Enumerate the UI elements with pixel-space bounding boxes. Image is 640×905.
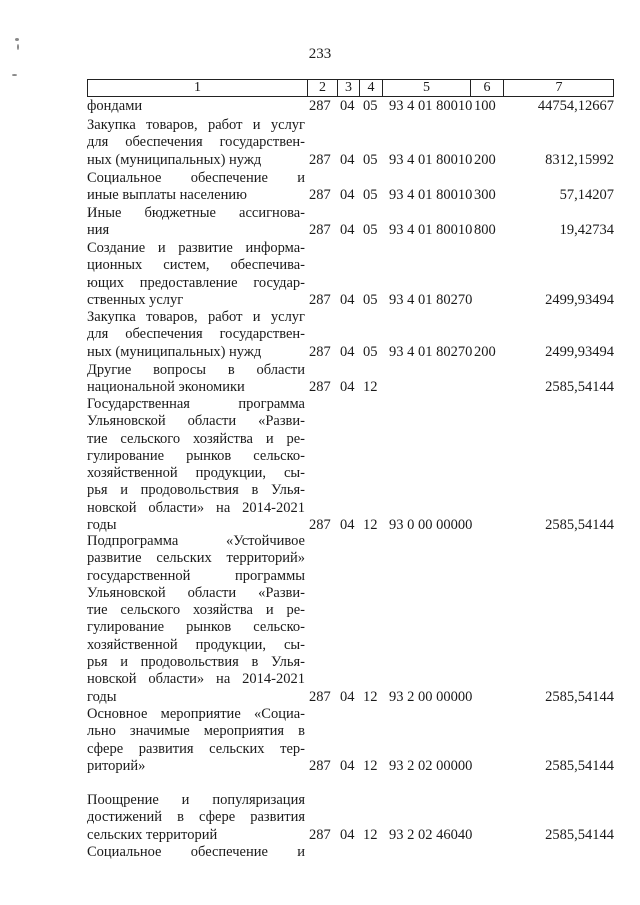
table-row [87, 240, 627, 309]
cell-col-4: 05 [363, 98, 378, 114]
description-line: ных (муниципальных) нужд [87, 343, 262, 360]
cell-col-4: 05 [363, 291, 378, 308]
description-line: Другие вопросы в области [87, 362, 305, 378]
description-line: годы [87, 688, 117, 705]
cell-col-7: 44754,12667 [537, 98, 614, 114]
row-description [87, 205, 305, 240]
cell-col-7: 19,42734 [559, 222, 614, 239]
description-line: гулирование рынков сельско- [87, 619, 305, 636]
description-line: риторий» [87, 757, 146, 774]
cell-col-4: 05 [363, 151, 378, 168]
table-row [87, 706, 627, 775]
description-line: сфере развития сельских тер- [87, 740, 305, 757]
row-description [87, 792, 305, 844]
description-line: льно значимые мероприятия в [87, 723, 305, 740]
table-row [87, 309, 627, 361]
row-description [87, 170, 305, 205]
row-description [87, 706, 305, 775]
cell-col-7: 2499,93494 [545, 343, 614, 360]
row-description [87, 309, 305, 361]
header-col-6: 6 [471, 80, 504, 96]
description-line: рья и продовольствия в Улья- [87, 654, 305, 671]
cell-col-2: 287 [309, 379, 331, 396]
cell-col-2: 287 [309, 187, 331, 204]
header-col-7: 7 [555, 80, 563, 95]
cell-col-3: 04 [340, 343, 355, 360]
scan-speck [17, 44, 19, 50]
description-line: развитие сельских территорий» [87, 550, 305, 567]
description-line: гулирование рынков сельско- [87, 447, 305, 464]
cell-col-7: 2585,54144 [545, 757, 614, 774]
table-row [87, 533, 627, 706]
description-line: Поощрение и популяризация [87, 792, 305, 808]
description-line: для обеспечения государствен- [87, 134, 305, 151]
description-line: тие сельского хозяйства и ре- [87, 602, 305, 619]
cell-col-6: 100 [474, 98, 496, 114]
header-col-1: 1 [88, 80, 308, 96]
cell-col-2: 287 [309, 517, 331, 534]
description-line: рья и продовольствия в Улья- [87, 482, 305, 499]
table-header [87, 79, 614, 97]
description-line: Закупка товаров, работ и услуг [87, 117, 305, 133]
cell-col-3: 04 [340, 151, 355, 168]
cell-col-6: 800 [474, 222, 496, 239]
description-line: годы [87, 517, 117, 534]
cell-col-2: 287 [309, 222, 331, 239]
description-line: Государственная программа [87, 396, 305, 412]
description-line: иные выплаты населению [87, 187, 247, 204]
table-row [87, 117, 627, 169]
cell-col-5: 93 2 02 46040 [389, 826, 473, 843]
table-row [87, 844, 627, 861]
scan-speck [12, 74, 17, 76]
cell-col-3: 04 [340, 98, 355, 114]
description-line: ственных услуг [87, 291, 184, 308]
table-row [87, 98, 627, 115]
cell-col-4: 12 [363, 826, 378, 843]
cell-col-3: 04 [340, 222, 355, 239]
cell-col-2: 287 [309, 757, 331, 774]
cell-col-2: 287 [309, 151, 331, 168]
description-line: национальной экономики [87, 379, 245, 396]
scan-speck [15, 38, 19, 41]
cell-col-3: 04 [340, 187, 355, 204]
cell-col-5: 93 4 01 80270 [389, 343, 473, 360]
description-line: достижений в сфере развития [87, 809, 305, 826]
cell-col-7: 2585,54144 [545, 688, 614, 705]
description-line: Подпрограмма «Устойчивое [87, 533, 305, 549]
cell-col-5: 93 4 01 80270 [389, 291, 473, 308]
cell-col-7: 2585,54144 [545, 826, 614, 843]
row-description [87, 362, 305, 397]
table-row [87, 396, 627, 534]
description-line: ния [87, 222, 110, 239]
cell-col-5: 93 0 00 00000 [389, 517, 473, 534]
cell-col-3: 04 [340, 379, 355, 396]
cell-col-4: 05 [363, 343, 378, 360]
cell-col-6: 300 [474, 187, 496, 204]
cell-col-5: 93 4 01 80010 [389, 187, 473, 204]
cell-col-4: 05 [363, 222, 378, 239]
description-line: Социальное обеспечение и [87, 844, 305, 860]
description-line: ющих предоставление государ- [87, 274, 305, 291]
cell-col-4: 12 [363, 688, 378, 705]
description-line: Основное мероприятие «Социа- [87, 706, 305, 722]
cell-col-6: 200 [474, 151, 496, 168]
cell-col-2: 287 [309, 291, 331, 308]
description-line: государственной программы [87, 567, 305, 584]
table-row [87, 362, 627, 397]
cell-col-4: 12 [363, 517, 378, 534]
row-description [87, 98, 305, 115]
cell-col-2: 287 [309, 98, 331, 114]
description-line: новской области» на 2014-2021 [87, 671, 305, 688]
row-description [87, 240, 305, 309]
description-line: Ульяновской области «Разви- [87, 584, 305, 601]
cell-col-3: 04 [340, 517, 355, 534]
description-line: новской области» на 2014-2021 [87, 499, 305, 516]
description-line: фондами [87, 98, 143, 114]
page-number: 233 [308, 46, 332, 62]
cell-col-7: 57,14207 [559, 187, 614, 204]
header-col-2: 2 [308, 80, 338, 96]
cell-col-6: 200 [474, 343, 496, 360]
cell-col-4: 05 [363, 187, 378, 204]
description-line: хозяйственной продукции, сы- [87, 636, 305, 653]
cell-col-3: 04 [340, 757, 355, 774]
description-line: Социальное обеспечение и [87, 170, 305, 186]
cell-col-3: 04 [340, 688, 355, 705]
description-line: сельских территорий [87, 826, 218, 843]
cell-col-5: 93 4 01 80010 [389, 151, 473, 168]
cell-col-4: 12 [363, 379, 378, 396]
cell-col-5: 93 2 00 00000 [389, 688, 473, 705]
table-row [87, 170, 627, 205]
header-col-5: 5 [383, 80, 471, 96]
row-description [87, 844, 305, 861]
cell-col-5: 93 2 02 00000 [389, 757, 473, 774]
description-line: тие сельского хозяйства и ре- [87, 430, 305, 447]
cell-col-7: 2499,93494 [545, 291, 614, 308]
header-col-4: 4 [360, 80, 383, 96]
cell-col-4: 12 [363, 757, 378, 774]
cell-col-3: 04 [340, 291, 355, 308]
row-description [87, 117, 305, 169]
table-row [87, 792, 627, 844]
cell-col-7: 2585,54144 [545, 517, 614, 534]
table-row [87, 205, 627, 240]
description-line: ционных систем, обеспечива- [87, 257, 305, 274]
row-description [87, 396, 305, 534]
cell-col-3: 04 [340, 826, 355, 843]
description-line: Закупка товаров, работ и услуг [87, 309, 305, 325]
cell-col-2: 287 [309, 826, 331, 843]
cell-col-2: 287 [309, 343, 331, 360]
cell-col-2: 287 [309, 688, 331, 705]
description-line: хозяйственной продукции, сы- [87, 465, 305, 482]
cell-col-7: 2585,54144 [545, 379, 614, 396]
cell-col-7: 8312,15992 [545, 151, 614, 168]
row-description [87, 533, 305, 706]
description-line: ных (муниципальных) нужд [87, 151, 262, 168]
description-line: Создание и развитие информа- [87, 240, 305, 256]
cell-col-5: 93 4 01 80010 [389, 222, 473, 239]
description-line: для обеспечения государствен- [87, 326, 305, 343]
description-line: Иные бюджетные ассигнова- [87, 205, 305, 221]
cell-col-5: 93 4 01 80010 [389, 98, 473, 114]
header-col-3: 3 [338, 80, 360, 96]
description-line: Ульяновской области «Разви- [87, 413, 305, 430]
